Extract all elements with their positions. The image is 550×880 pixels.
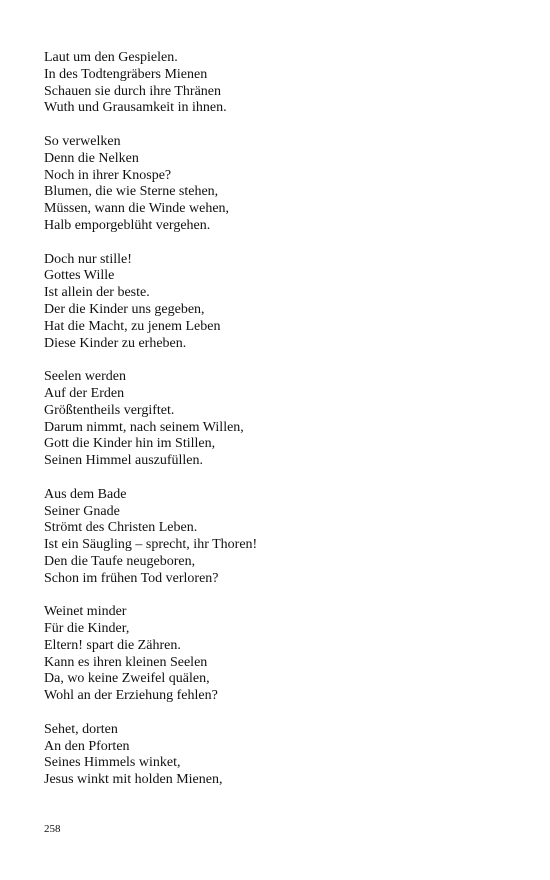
poem-line: Jesus winkt mit holden Mienen,: [44, 772, 223, 788]
poem-line: Strömt des Christen Leben.: [44, 520, 198, 536]
page-number: 258: [44, 823, 61, 835]
stanza-5: [44, 487, 524, 588]
poem-line: Halb emporgeblüht vergehen.: [44, 217, 211, 233]
poem-line: An den Pforten: [44, 738, 130, 754]
poem-line: Müssen, wann die Winde wehen,: [44, 201, 230, 217]
poem-line: Größtentheils vergiftet.: [44, 402, 175, 418]
poem-line: Gottes Wille: [44, 268, 115, 284]
poem-line: Auf der Erden: [44, 385, 125, 401]
poem-line: Wuth und Grausamkeit in ihnen.: [44, 100, 227, 116]
poem-line: Doch nur stille!: [44, 251, 132, 267]
stanza-6: [44, 604, 524, 705]
poem-line: Ist allein der beste.: [44, 285, 150, 301]
poem-line: Seinen Himmel auszufüllen.: [44, 453, 204, 469]
poem-line: Wohl an der Erziehung fehlen?: [44, 688, 218, 704]
poem-line: Diese Kinder zu erheben.: [44, 335, 187, 351]
poem-line: Seelen werden: [44, 369, 127, 385]
stanza-2: [44, 134, 524, 235]
poem-line: Da, wo keine Zweifel quälen,: [44, 671, 210, 687]
stanza-7: [44, 722, 524, 789]
poem-line: Seines Himmels winket,: [44, 755, 181, 771]
poem-line: Schon im frühen Tod verloren?: [44, 570, 219, 586]
poem-line: Aus dem Bade: [44, 486, 127, 502]
poem-line: So verwelken: [44, 133, 121, 149]
poem-line: Für die Kinder,: [44, 621, 130, 637]
poem-line: Hat die Macht, zu jenem Leben: [44, 318, 221, 334]
poem-line: Denn die Nelken: [44, 150, 139, 166]
poem-line: Sehet, dorten: [44, 721, 118, 737]
poem-line: Gott die Kinder hin im Stillen,: [44, 436, 216, 452]
poem-line: Den die Taufe neugeboren,: [44, 553, 196, 569]
stanza-3: [44, 252, 524, 353]
stanza-4: [44, 369, 524, 470]
stanza-1: [44, 50, 524, 117]
poem-line: Seiner Gnade: [44, 503, 120, 519]
poem-line: Ist ein Säugling – sprecht, ihr Thoren!: [44, 537, 258, 553]
poem-line: Schauen sie durch ihre Thränen: [44, 83, 222, 99]
poem-text: [44, 50, 524, 806]
poem-line: Noch in ihrer Knospe?: [44, 167, 172, 183]
poem-line: Blumen, die wie Sterne stehen,: [44, 184, 219, 200]
poem-line: Eltern! spart die Zähren.: [44, 637, 181, 653]
poem-line: Darum nimmt, nach seinem Willen,: [44, 419, 244, 435]
poem-line: Der die Kinder uns gegeben,: [44, 301, 205, 317]
poem-line: Weinet minder: [44, 604, 127, 620]
poem-line: In des Todtengräbers Mienen: [44, 66, 208, 82]
poem-line: Laut um den Gespielen.: [44, 50, 178, 65]
poem-line: Kann es ihren kleinen Seelen: [44, 654, 208, 670]
